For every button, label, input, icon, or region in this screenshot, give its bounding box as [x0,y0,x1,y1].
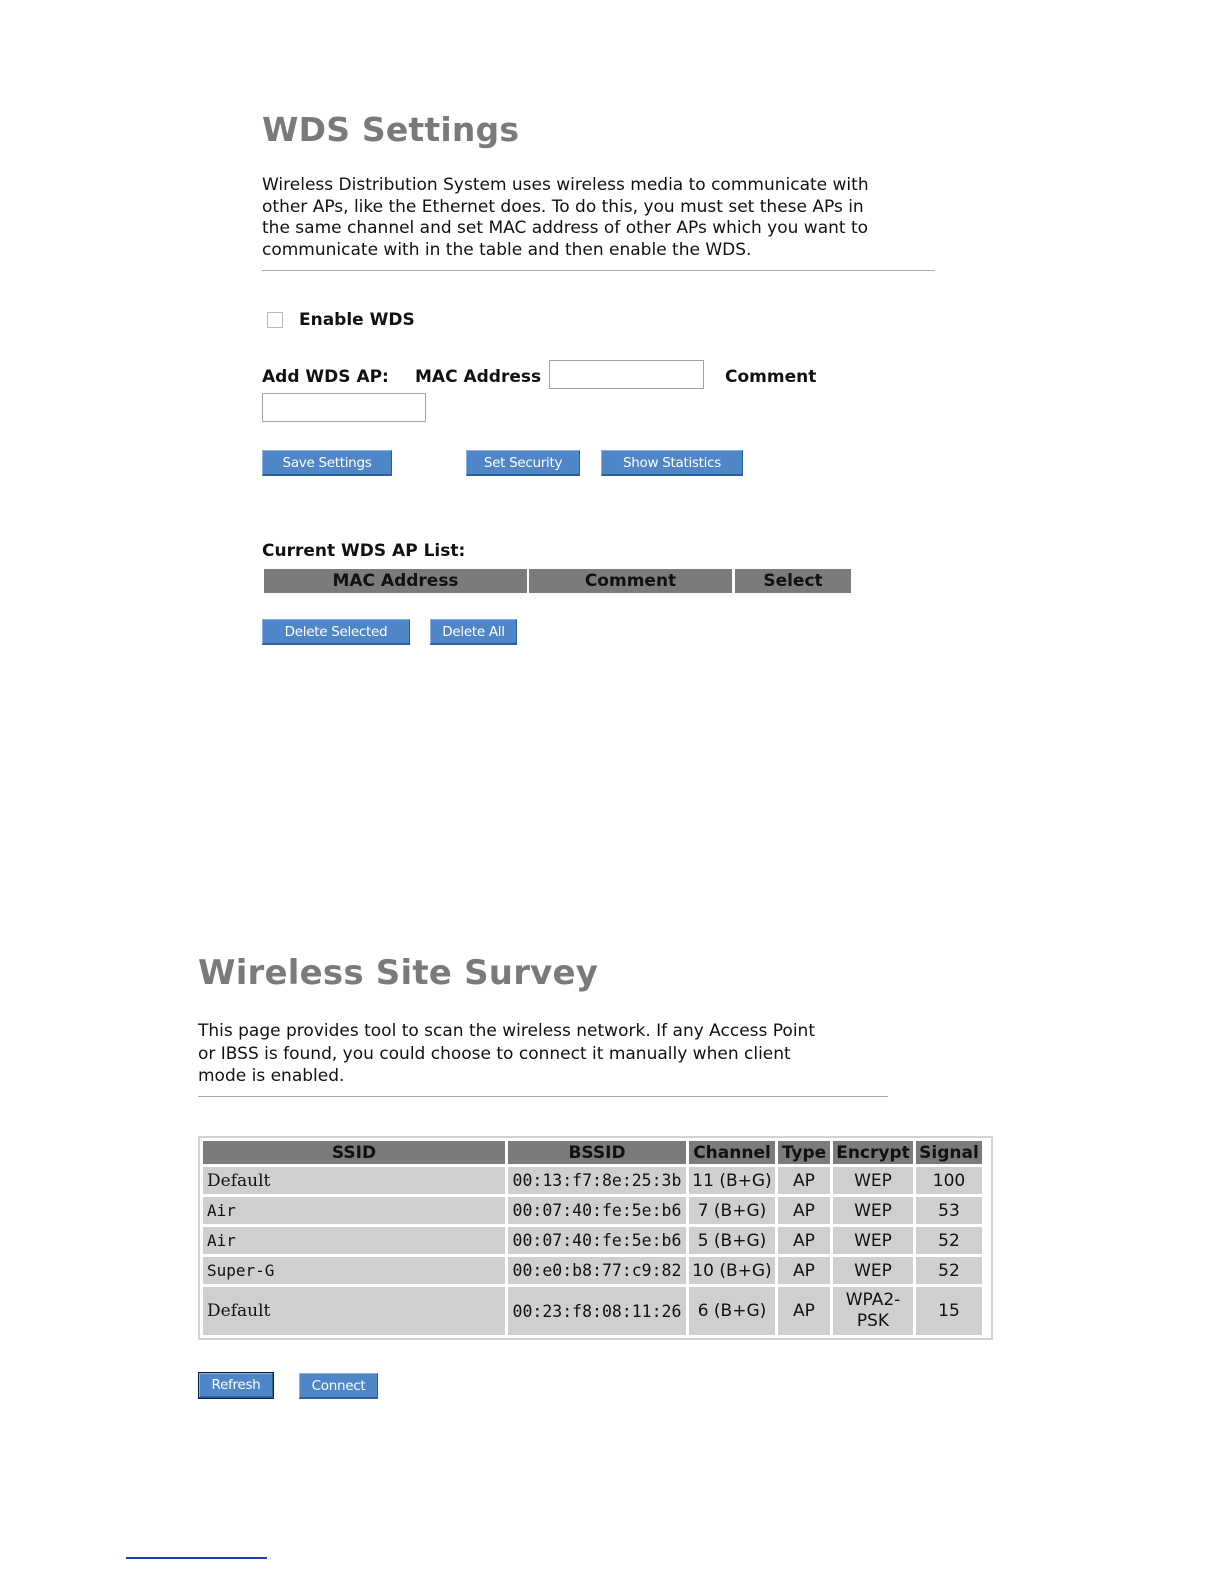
signal-cell: 100 [916,1167,982,1194]
type-cell: AP [778,1287,830,1335]
table-row[interactable] [203,1197,982,1224]
survey-divider [198,1096,888,1097]
ssid-cell: Default [203,1287,505,1335]
signal-cell: 53 [916,1197,982,1224]
bssid-cell: 00:13:f7:8e:25:3b [508,1167,686,1194]
mac-address-input[interactable] [549,360,704,389]
ssid-cell: Air [203,1227,505,1254]
survey-header-encrypt: Encrypt [833,1141,913,1164]
table-row[interactable] [203,1167,982,1194]
encrypt-cell: WEP [833,1197,913,1224]
table-row[interactable] [203,1227,982,1254]
survey-header-signal: Signal [916,1141,982,1164]
wds-list-header-select: Select [735,569,851,593]
add-wds-ap-label: Add WDS AP: [262,367,389,387]
save-settings-button[interactable]: Save Settings [262,450,392,476]
table-row[interactable] [203,1257,982,1284]
signal-cell: 15 [916,1287,982,1335]
bssid-cell: 00:23:f8:08:11:26 [508,1287,686,1335]
ssid-cell: Air [203,1197,505,1224]
ssid-cell: Super-G [203,1257,505,1284]
delete-selected-button[interactable]: Delete Selected [262,619,410,645]
survey-description: This page provides tool to scan the wireless network. If any Access Point or IBSS is found, you could choose to connect it manually when client mode is enabled. [198,1021,815,1086]
comment-input[interactable] [262,393,426,422]
signal-cell: 52 [916,1227,982,1254]
ssid-cell: Default [203,1167,505,1194]
survey-page-title: Wireless Site Survey [198,953,599,993]
footnote-separator [126,1557,267,1559]
survey-header-bssid: BSSID [508,1141,686,1164]
site-survey-table [198,1136,993,1340]
channel-cell: 11 (B+G) [689,1167,775,1194]
wds-divider [262,270,935,271]
channel-cell: 6 (B+G) [689,1287,775,1335]
channel-cell: 10 (B+G) [689,1257,775,1284]
survey-header-type: Type [778,1141,830,1164]
survey-header-row [203,1141,982,1164]
wds-list-header-mac: MAC Address [264,569,527,593]
comment-label: Comment [725,367,817,387]
type-cell: AP [778,1167,830,1194]
type-cell: AP [778,1197,830,1224]
show-statistics-button[interactable]: Show Statistics [601,450,743,476]
encrypt-cell: WEP [833,1167,913,1194]
survey-header-channel: Channel [689,1141,775,1164]
set-security-button[interactable]: Set Security [466,450,580,476]
type-cell: AP [778,1257,830,1284]
encrypt-cell: WEP [833,1227,913,1254]
channel-cell: 7 (B+G) [689,1197,775,1224]
channel-cell: 5 (B+G) [689,1227,775,1254]
bssid-cell: 00:07:40:fe:5e:b6 [508,1227,686,1254]
bssid-cell: 00:e0:b8:77:c9:82 [508,1257,686,1284]
refresh-button[interactable]: Refresh [199,1373,273,1398]
enable-wds-label: Enable WDS [299,310,415,330]
bssid-cell: 00:07:40:fe:5e:b6 [508,1197,686,1224]
mac-address-label: MAC Address [415,367,542,387]
encrypt-cell: WEP [833,1257,913,1284]
enable-wds-checkbox[interactable] [267,312,283,328]
connect-button[interactable]: Connect [299,1373,378,1399]
table-row[interactable] [203,1287,982,1335]
delete-all-button[interactable]: Delete All [430,619,517,645]
wds-list-header-comment: Comment [529,569,732,593]
encrypt-cell: WPA2- PSK [833,1287,913,1335]
type-cell: AP [778,1227,830,1254]
current-wds-ap-list-label: Current WDS AP List: [262,541,466,561]
site-survey-grid [200,1138,985,1338]
wds-description: Wireless Distribution System uses wireless media to communicate with other APs, like the Ethernet does. To do this, you must set these APs in the same channel and set MAC address of other APs which you want to communicate with in the table and then enable the WDS. [262,175,869,261]
survey-header-ssid: SSID [203,1141,505,1164]
wds-page-title: WDS Settings [262,110,520,149]
signal-cell: 52 [916,1257,982,1284]
